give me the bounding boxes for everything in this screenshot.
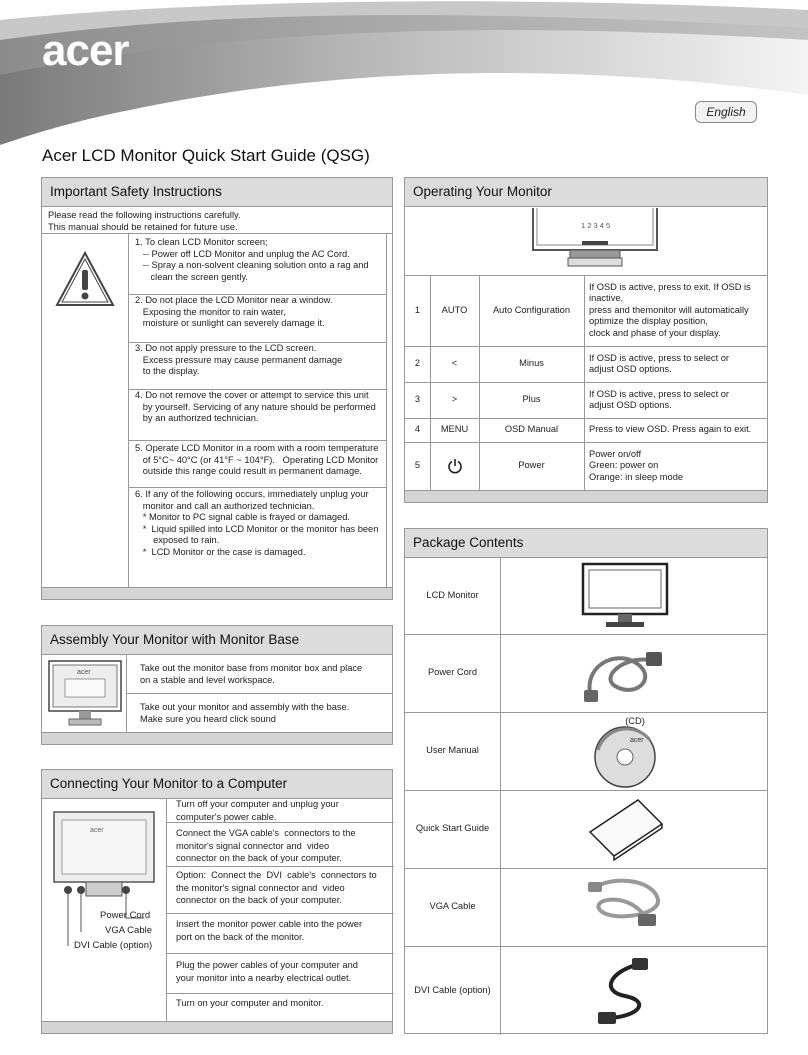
operating-description-line: Green: power on <box>589 460 659 471</box>
safety-item-line: 3. Do not apply pressure to the LCD screen. <box>135 343 317 353</box>
safety-item-line: 2. Do not place the LCD Monitor near a window. <box>135 295 333 305</box>
connect-step <box>176 959 358 984</box>
operating-row-number: 3 <box>414 394 421 405</box>
operating-button-key: > <box>451 394 458 405</box>
package-item-name: Quick Start Guide <box>415 823 490 834</box>
safety-item-line: outside this range could result in permanent damage. <box>135 466 362 476</box>
package-item-illustration <box>580 794 670 864</box>
vga-cable-label: VGA Cable <box>105 925 152 936</box>
operating-description-line: If OSD is active, press to select or <box>589 352 730 363</box>
language-badge: English <box>695 101 757 123</box>
connect-step <box>176 869 377 907</box>
package-item-name: User Manual <box>426 745 479 756</box>
package-item-name: Power Cord <box>427 667 478 678</box>
safety-item <box>135 343 342 378</box>
row-divider <box>128 440 386 441</box>
dvi-cable-label: DVI Cable (option) <box>74 940 153 951</box>
operating-function-name: Auto Configuration <box>492 304 570 315</box>
safety-footer-bar <box>42 587 392 599</box>
operating-description-line: If OSD is active, press to exit. If OSD is <box>589 281 751 292</box>
operating-row-number: 5 <box>414 460 421 471</box>
package-item-name: LCD Monitor <box>426 589 479 600</box>
safety-item-line: Excess pressure may cause permanent damage <box>135 354 343 365</box>
operating-footer-bar <box>405 490 767 502</box>
safety-item-line: 5. Operate LCD Monitor in a room with a room temperature <box>135 443 379 453</box>
operating-function-name: OSD Manual <box>504 424 559 435</box>
package-item-illustration <box>580 722 670 792</box>
safety-item <box>135 489 378 558</box>
operating-description-line: Power on/off <box>589 448 642 459</box>
connect-step <box>176 798 339 823</box>
safety-item-line: -- Power off LCD Monitor and unplug the AC Cord. <box>135 248 350 259</box>
safety-intro-line: This manual should be retained for future use. <box>48 221 238 232</box>
connect-step-line: Option: Connect the DVI cable's connectors to <box>176 870 377 880</box>
safety-intro <box>48 210 241 233</box>
package-item-illustration <box>580 561 670 631</box>
safety-item-line: 6. If any of the following occurs, immediately unplug your <box>135 489 369 499</box>
connect-step-line: connector on the back of your computer. <box>176 895 342 905</box>
package-item-illustration <box>580 638 670 708</box>
safety-item-line: 1. To clean LCD Monitor screen; <box>135 237 268 247</box>
connect-step-line: Turn on your computer and monitor. <box>176 998 324 1008</box>
safety-item-line: * LCD Monitor or the case is damaged. <box>135 546 306 557</box>
operating-title: Operating Your Monitor <box>405 178 767 207</box>
operating-description <box>589 442 765 490</box>
operating-description-line: optimize the display position, <box>589 316 708 327</box>
assembly-step-line: on a stable and level workspace. <box>140 674 275 685</box>
connecting-footer-bar <box>42 1021 392 1033</box>
row-divider <box>128 487 386 488</box>
operating-description-line: clock and phase of your display. <box>589 327 721 338</box>
operating-description-line: inactive, <box>589 293 624 304</box>
operating-row-number: 1 <box>414 304 421 315</box>
page-title: Acer LCD Monitor Quick Start Guide (QSG) <box>42 146 370 165</box>
power-cord-label: Power Cord <box>100 910 151 921</box>
package-item-illustration <box>580 956 670 1026</box>
operating-description <box>589 382 765 418</box>
operating-description <box>589 418 765 442</box>
operating-description-line: Press to view OSD. Press again to exit. <box>589 424 752 435</box>
connect-step-line: connector on the back of your computer. <box>176 853 342 863</box>
operating-description-line: adjust OSD options. <box>589 400 672 410</box>
safety-item-line: to the display. <box>135 366 200 376</box>
monitor-base-assembly-illustration <box>47 659 123 729</box>
acer-logo: acer <box>42 26 129 75</box>
connecting-title: Connecting Your Monitor to a Computer <box>42 770 392 799</box>
operating-description-line: If OSD is active, press to select or <box>589 388 730 399</box>
operating-section <box>404 177 768 503</box>
package-title: Package Contents <box>405 529 767 558</box>
safety-intro-line: Please read the following instructions carefully. <box>48 210 241 220</box>
operating-row-number: 4 <box>414 424 421 435</box>
button-number-labels: 1 2 3 4 5 <box>581 221 611 230</box>
operating-description <box>589 275 765 346</box>
package-item-caption: (CD) <box>625 716 645 726</box>
row-divider <box>166 993 394 994</box>
svg-text:acer: acer <box>90 827 104 834</box>
safety-item-line: monitor and call an authorized technician. <box>135 500 315 511</box>
row-divider <box>166 913 394 914</box>
assembly-title: Assembly Your Monitor with Monitor Base <box>42 626 392 655</box>
package-item-illustration <box>580 872 670 942</box>
monitor-front-buttons-illustration <box>530 208 660 272</box>
connect-step <box>176 918 362 943</box>
assembly-step-line: Make sure you heard click sound <box>140 713 276 724</box>
operating-button-key: < <box>451 358 458 369</box>
safety-item <box>135 295 332 330</box>
package-item-name: DVI Cable (option) <box>414 984 491 995</box>
connect-step-line: your monitor into a nearby electrical outlet. <box>176 972 352 983</box>
operating-description <box>589 346 765 382</box>
safety-item-line: by yourself. Servicing of any nature should be performed <box>135 401 376 412</box>
operating-function-name: Power <box>518 460 545 471</box>
safety-title: Important Safety Instructions <box>42 178 392 207</box>
power-button-icon <box>430 442 479 490</box>
assembly-step-line: Take out your monitor and assembly with the base. <box>140 702 350 712</box>
connect-step-line: port on the back of the monitor. <box>176 931 305 942</box>
connecting-section <box>41 769 393 1034</box>
safety-item-line: exposed to rain. <box>135 535 220 545</box>
safety-item <box>135 237 369 283</box>
svg-text:acer: acer <box>630 737 644 744</box>
operating-description-line: adjust OSD options. <box>589 364 672 374</box>
connect-step-line: Connect the VGA cable's connectors to the <box>176 828 356 838</box>
row-divider <box>166 953 394 954</box>
assembly-step <box>140 663 362 686</box>
operating-description-line: press and themonitor will automatically <box>589 304 749 315</box>
connect-step-line: Plug the power cables of your computer and <box>176 960 358 970</box>
assembly-step <box>140 702 349 725</box>
safety-item-line: -- Spray a non-solvent cleaning solution onto a rag and <box>135 260 369 270</box>
safety-item-line: clean the screen gently. <box>135 271 249 282</box>
connect-step-line: Insert the monitor power cable into the power <box>176 919 363 929</box>
connect-step-line: Turn off your computer and unplug your <box>176 799 339 809</box>
row-divider <box>166 866 394 867</box>
assembly-footer-bar <box>42 732 392 744</box>
safety-item <box>135 443 378 478</box>
safety-item-line: * Monitor to PC signal cable is frayed or damaged. <box>135 512 350 522</box>
connect-step-line: monitor's signal connector and video <box>176 840 330 851</box>
operating-function-name: Minus <box>519 358 544 369</box>
svg-text:acer: acer <box>77 669 91 676</box>
safety-section <box>41 177 393 600</box>
safety-item <box>135 390 376 425</box>
operating-description-line: Orange: in sleep mode <box>589 471 684 482</box>
warning-triangle-icon <box>54 250 116 308</box>
safety-item-line: of 5°C~ 40°C (or 41°F ~ 104°F). Operating LCD Monitor <box>135 454 379 465</box>
assembly-step-line: Take out the monitor base from monitor box and place <box>140 663 363 673</box>
operating-button-key: AUTO <box>441 304 468 315</box>
safety-item-line: * Liquid spilled into LCD Monitor or the monitor has been <box>135 523 379 534</box>
connect-step-line: the monitor's signal connector and video <box>176 882 345 893</box>
package-section <box>404 528 768 1034</box>
safety-item-line: moisture or sunlight can severely damage it. <box>135 318 325 328</box>
connect-step <box>176 997 323 1010</box>
operating-button-key: MENU <box>440 424 469 435</box>
assembly-section <box>41 625 393 745</box>
package-item-name: VGA Cable <box>429 901 476 912</box>
connect-step-line: computer's power cable. <box>176 811 277 822</box>
connect-step <box>176 827 356 865</box>
safety-item-line: 4. Do not remove the cover or attempt to service this unit <box>135 390 369 400</box>
operating-row-number: 2 <box>414 358 421 369</box>
operating-function-name: Plus <box>522 394 541 405</box>
safety-item-line: Exposing the monitor to rain water, <box>135 306 286 317</box>
safety-item-line: by an authorized technician. <box>135 413 259 423</box>
